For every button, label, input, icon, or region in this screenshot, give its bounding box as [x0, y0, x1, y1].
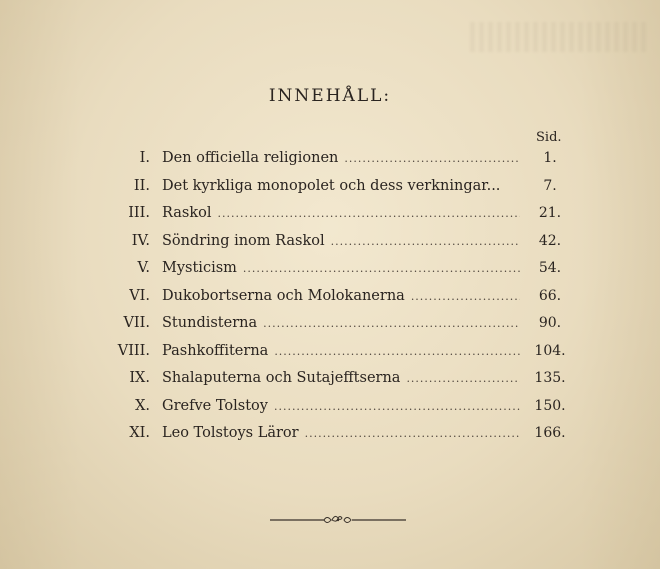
toc-page-number: 90.	[538, 315, 562, 331]
toc-entry	[0, 315, 660, 343]
page-title: INNEHÅLL:	[268, 86, 392, 106]
toc-numeral: III.	[128, 205, 150, 221]
toc-title: Grefve Tolstoy	[162, 397, 268, 414]
dot-leader	[411, 290, 520, 303]
toc-page-number: 150.	[534, 397, 566, 414]
toc-numeral: IV.	[131, 232, 150, 249]
dot-leader	[305, 427, 520, 440]
toc-entry	[0, 370, 660, 398]
dot-leader	[331, 235, 520, 248]
toc-page-number: 21.	[538, 205, 562, 221]
toc-numeral: II.	[133, 177, 150, 194]
toc-page-number: 166.	[534, 425, 566, 441]
toc-numeral: V.	[137, 260, 150, 276]
toc-line	[162, 260, 520, 276]
toc-line	[162, 205, 520, 221]
toc-title: Raskol	[162, 205, 212, 221]
toc-title: Mysticism	[162, 260, 237, 276]
toc-title: Den officiella religionen	[162, 150, 339, 166]
toc-title: Pashkoffiterna	[162, 342, 269, 359]
toc-page-number: 54.	[538, 260, 562, 276]
toc-line	[162, 288, 520, 304]
dot-leader	[344, 152, 520, 165]
toc-entry	[0, 150, 660, 178]
toc-title: Stundisterna	[162, 315, 258, 331]
toc-line	[162, 150, 520, 166]
toc-entry	[0, 343, 660, 371]
toc-numeral: I.	[139, 150, 150, 166]
toc-entry	[0, 425, 660, 453]
bleed-through-text	[470, 22, 650, 52]
toc-entry	[0, 233, 660, 261]
toc-line	[162, 315, 520, 331]
toc-page-number: 104.	[534, 342, 566, 359]
toc-line	[162, 178, 520, 194]
toc-entry	[0, 398, 660, 426]
toc-line	[162, 343, 520, 359]
toc-numeral: XI.	[129, 425, 150, 441]
dot-leader	[274, 400, 520, 413]
toc-title: Dukobortserna och Molokanerna	[162, 287, 405, 304]
toc-numeral: VI.	[129, 287, 150, 304]
dot-leader	[406, 372, 520, 385]
dot-leader	[243, 262, 520, 275]
dot-leader	[274, 345, 520, 358]
toc-page-number: 1.	[543, 150, 557, 166]
toc-entry	[0, 205, 660, 233]
toc-title: Leo Tolstoys Läror	[162, 425, 299, 441]
toc-numeral: X.	[135, 397, 150, 414]
toc-page-number: 66.	[538, 287, 562, 304]
fleuron-rule-icon	[270, 512, 406, 528]
toc-title: Shalaputerna och Sutajefftserna	[162, 370, 401, 386]
toc-page-number: 7.	[543, 177, 557, 194]
page-column-label: Sid.	[536, 130, 562, 145]
toc-entry	[0, 260, 660, 288]
toc-entry	[0, 288, 660, 316]
table-of-contents	[0, 150, 660, 453]
toc-title: Söndring inom Raskol	[162, 232, 325, 249]
toc-page-number: 42.	[538, 232, 562, 249]
dot-leader	[218, 207, 521, 220]
toc-line	[162, 398, 520, 414]
toc-line	[162, 233, 520, 249]
toc-page-number: 135.	[534, 370, 566, 386]
toc-numeral: VII.	[123, 315, 150, 331]
toc-numeral: IX.	[129, 370, 150, 386]
toc-line	[162, 370, 520, 386]
toc-entry	[0, 178, 660, 206]
dot-leader	[263, 317, 520, 330]
toc-numeral: VIII.	[117, 342, 150, 359]
toc-title: Det kyrkliga monopolet och dess verkningar...	[162, 177, 501, 194]
toc-line	[162, 425, 520, 441]
